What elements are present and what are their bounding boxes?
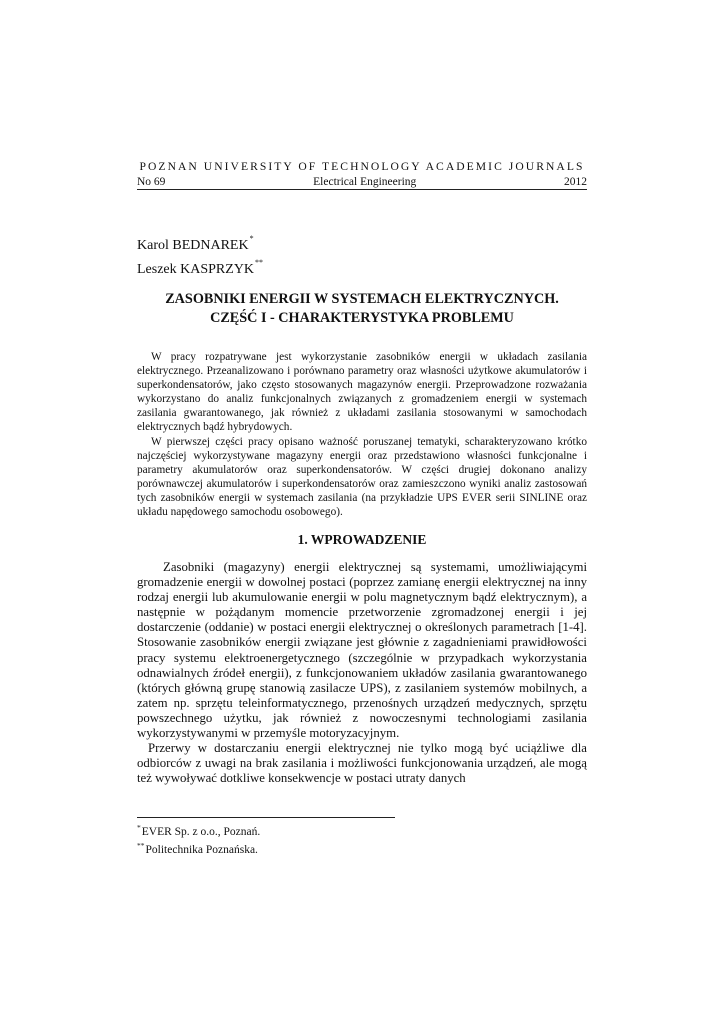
footnotes <box>137 821 260 857</box>
footnote-mark: * <box>137 823 141 832</box>
section-heading: 1. WPROWADZENIE <box>297 532 427 547</box>
paper-title <box>137 290 587 327</box>
body-paragraph: Przerwy w dostarczaniu energii elektrycznej nie tylko mogą być uciążliwe dla odbiorców z uwagi na brak zasilania i możliwości funkcjonowania urządzeń, ale mogą też wywoływać dotkliwe konsekwencje w postaci utraty danych <box>137 741 587 786</box>
author-footnote-mark: * <box>249 234 254 243</box>
author <box>137 230 263 254</box>
footnote-text: EVER Sp. z o.o., Poznań. <box>141 826 261 838</box>
issue-header <box>137 176 587 190</box>
footnote <box>137 821 260 839</box>
title-line: CZĘŚĆ I - CHARAKTERYSTYKA PROBLEMU <box>210 309 514 326</box>
abstract-paragraph: W pierwszej części pracy opisano ważność poruszanej tematyki, scharakteryzowano krótko najczęściej wykorzystywane magazyny energii oraz przedstawiono własności funkcjonalne i parametry akumulatorów oraz superkondensatorów. W części drugiej dokonano analizy porównawczej akumulatorów i superkondensatorów oraz zamieszczono wyniki analiz zastosowań tych zasobników energii w systemach zasilania (na przykładzie UPS EVER serii SINLINE oraz układu napędowego samochodu osobowego). <box>137 435 587 519</box>
body-paragraph: Zasobniki (magazyny) energii elektrycznej są systemami, umożliwiającymi gromadzenie energii w dowolnej postaci (poprzez zamianę energii elektrycznej na inny rodzaj energii lub akumulowanie energii w polu magnetycznym bądź elektrycznym), a następnie w pożądanym momencie przetworzenie zgromadzonej energii i jej dostarczenie (oddanie) w postaci energii elektrycznej o określonych parametrach [1-4]. Stosowanie zasobników energii związane jest głównie z zagadnieniami prawidłowości pracy systemu elektroenergetycznego (szczególnie w przypadkach wykorzystania odnawialnych źródeł energii), z funkcjonowaniem układów zasilania gwarantowanego (których główną grupę stanowią zasilacze UPS), z zasilaniem systemów mobilnych, a zatem np. sprzętu teleinformatycznego, przenośnych urządzeń medycznych, sprzętu powszechnego użytku, jak również z nowoczesnymi technologiami zasilania wykorzystywanymi w przemyśle motoryzacyjnym. <box>137 560 587 741</box>
author-footnote-mark: ** <box>255 258 264 267</box>
author-name: Leszek KASPRZYK <box>137 262 255 277</box>
issue-year: 2012 <box>563 176 587 188</box>
section-body <box>137 560 587 786</box>
issue-number: No 69 <box>137 176 166 188</box>
author <box>137 254 263 278</box>
footnote-text: Politechnika Poznańska. <box>145 844 258 856</box>
footnote <box>137 839 260 857</box>
footnote-divider <box>137 817 395 818</box>
abstract-paragraph: W pracy rozpatrywane jest wykorzystanie zasobników energii w układach zasilania elektrycznego. Przeanalizowano i porównano parametry oraz własności użytkowe akumulatorów i superkondensatorów, jako często stosowanych magazynów energii. Przeprowadzone rozważania wykorzystano do analiz funkcjonalnych związanych z gromadzeniem energii w systemach zasilania gwarantowanego, jak również z układami zasilania stosowanymi w samochodach elektrycznych bądź hybrydowych. <box>137 351 587 434</box>
footnote-mark: ** <box>137 841 145 850</box>
journal-field: Electrical Engineering <box>313 176 417 188</box>
author-name: Karol BEDNAREK <box>137 238 249 253</box>
author-list <box>137 230 263 278</box>
journal-name: POZNAN UNIVERSITY OF TECHNOLOGY ACADEMIC JOURNALS <box>139 160 585 173</box>
title-line: ZASOBNIKI ENERGII W SYSTEMACH ELEKTRYCZNYCH. <box>165 291 559 307</box>
abstract <box>137 350 587 519</box>
